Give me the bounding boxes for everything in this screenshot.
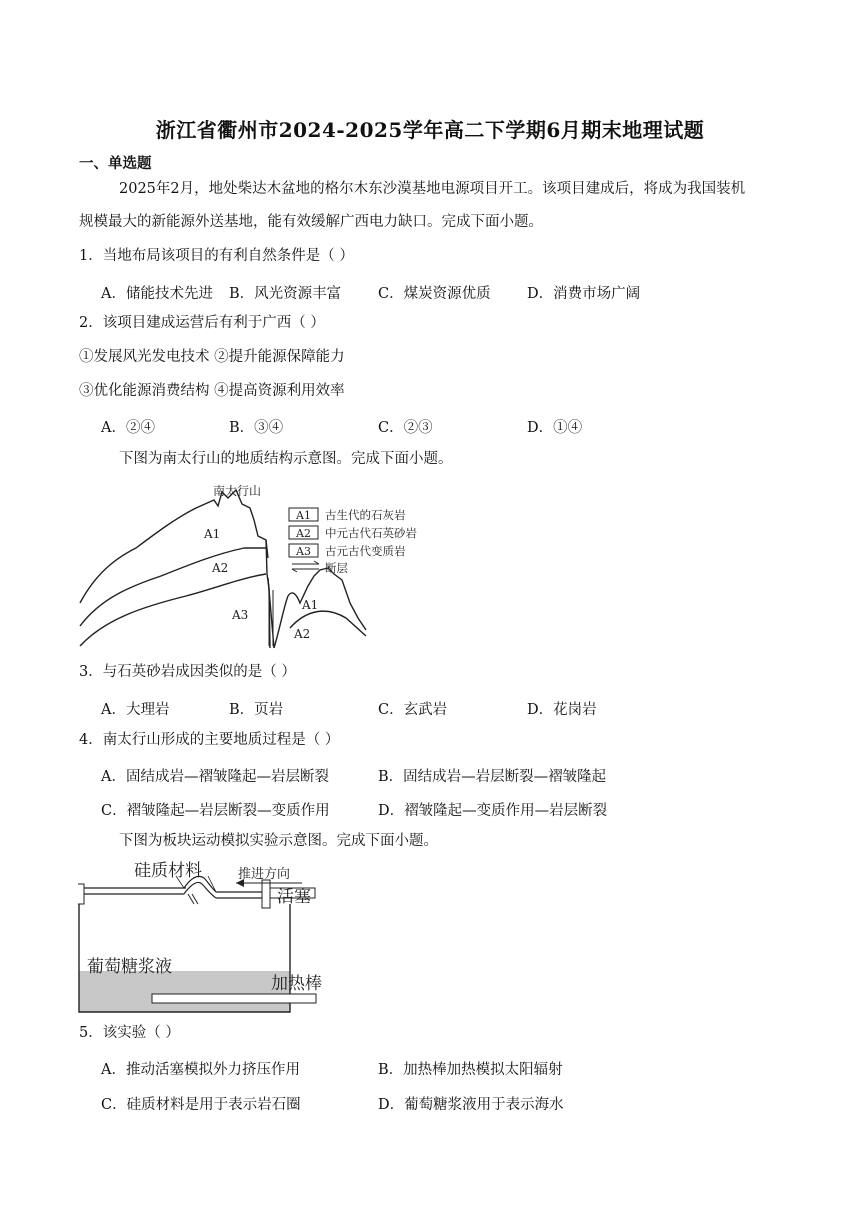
- question-3-option-c: C．玄武岩: [378, 702, 448, 718]
- question-2-stem: 2．该项目建成运营后有利于广西（ ）: [79, 315, 325, 331]
- experiment-figure: [76, 856, 336, 1016]
- question-3-stem: 3．与石英砂岩成因类似的是（ ）: [79, 664, 296, 680]
- piston: [262, 880, 270, 908]
- question-2-option-d: D．①④: [527, 420, 583, 436]
- page-title: 浙江省衢州市2024-2025学年高二下学期6月期末地理试题: [155, 118, 705, 142]
- material-1-line-1: 2025年2月，地处柴达木盆地的格尔木东沙漠基地电源项目开工。该项目建成后，将成为我国装机: [119, 181, 746, 197]
- label-silicon: 硅质材料: [134, 861, 202, 881]
- legend-text-a2: 中元古代石英砂岩: [325, 526, 417, 540]
- question-1-option-b: B．风光资源丰富: [229, 286, 342, 302]
- question-5-option-b: B．加热棒加热模拟太阳辐射: [378, 1062, 563, 1078]
- question-2-statements-1: ①发展风光发电技术 ②提升能源保障能力: [79, 349, 345, 365]
- question-1-option-a: A．储能技术先进: [101, 286, 213, 302]
- label-syrup: 葡萄糖浆液: [87, 957, 172, 977]
- question-1-option-d: D．消费市场广阔: [527, 286, 641, 302]
- legend-code-a3: A3: [296, 545, 311, 558]
- question-4-option-c: C．褶皱隆起—岩层断裂—变质作用: [101, 803, 330, 819]
- question-4-stem: 4．南太行山形成的主要地质过程是（ ）: [79, 732, 340, 748]
- layer-label-a1-right: A1: [302, 598, 319, 612]
- question-2-statements-2: ③优化能源消费结构 ④提高资源利用效率: [79, 383, 345, 399]
- syrup-fill: [79, 971, 290, 1012]
- figure-legend: [289, 508, 417, 575]
- question-5-option-d: D．葡萄糖浆液用于表示海水: [378, 1097, 564, 1113]
- material-2: 下图为南太行山的地质结构示意图。完成下面小题。: [119, 451, 453, 467]
- question-2-option-c: C．②③: [378, 420, 433, 436]
- layer-label-a2-right: A2: [294, 627, 311, 641]
- label-direction: 推进方向: [238, 867, 291, 882]
- material-3: 下图为板块运动模拟实验示意图。完成下面小题。: [119, 833, 438, 849]
- legend-text-a1: 古生代的石灰岩: [325, 508, 406, 522]
- legend-text-fault: 断层: [325, 561, 348, 575]
- layer-label-a1-left: A1: [204, 527, 221, 541]
- fault-symbol-icon: [292, 561, 319, 572]
- question-4-option-a: A．固结成岩—褶皱隆起—岩层断裂: [101, 769, 329, 785]
- question-4-option-b: B．固结成岩—岩层断裂—褶皱隆起: [378, 769, 607, 785]
- label-heater: 加热棒: [271, 974, 322, 994]
- label-piston: 活塞: [277, 887, 311, 907]
- question-5-option-c: C．硅质材料是用于表示岩石圈: [101, 1097, 301, 1113]
- section-heading: 一、单选题: [79, 155, 152, 172]
- question-1-option-c: C．煤炭资源优质: [378, 286, 491, 302]
- question-2-option-b: B．③④: [229, 420, 284, 436]
- question-3-option-a: A．大理岩: [101, 702, 170, 718]
- question-3-option-b: B．页岩: [229, 702, 284, 718]
- legend-code-a1: A1: [296, 509, 311, 522]
- question-3-option-d: D．花岗岩: [527, 702, 597, 718]
- legend-code-a2: A2: [296, 527, 311, 540]
- question-5-option-a: A．推动活塞模拟外力挤压作用: [101, 1062, 300, 1078]
- legend-text-a3: 古元古代变质岩: [325, 544, 406, 558]
- layer-label-a2-left: A2: [212, 561, 229, 575]
- mountain-label: 南太行山: [213, 484, 262, 498]
- question-5-stem: 5．该实验（ ）: [79, 1025, 180, 1041]
- layer-label-a3: A3: [232, 608, 249, 622]
- question-4-option-d: D．褶皱隆起—变质作用—岩层断裂: [378, 803, 608, 819]
- geology-figure: [76, 478, 436, 650]
- heater-rod: [152, 994, 316, 1003]
- question-2-option-a: A．②④: [101, 420, 155, 436]
- question-1-stem: 1．当地布局该项目的有利自然条件是（ ）: [79, 248, 354, 264]
- material-1-line-2: 规模最大的新能源外送基地，能有效缓解广西电力缺口。完成下面小题。: [79, 214, 543, 230]
